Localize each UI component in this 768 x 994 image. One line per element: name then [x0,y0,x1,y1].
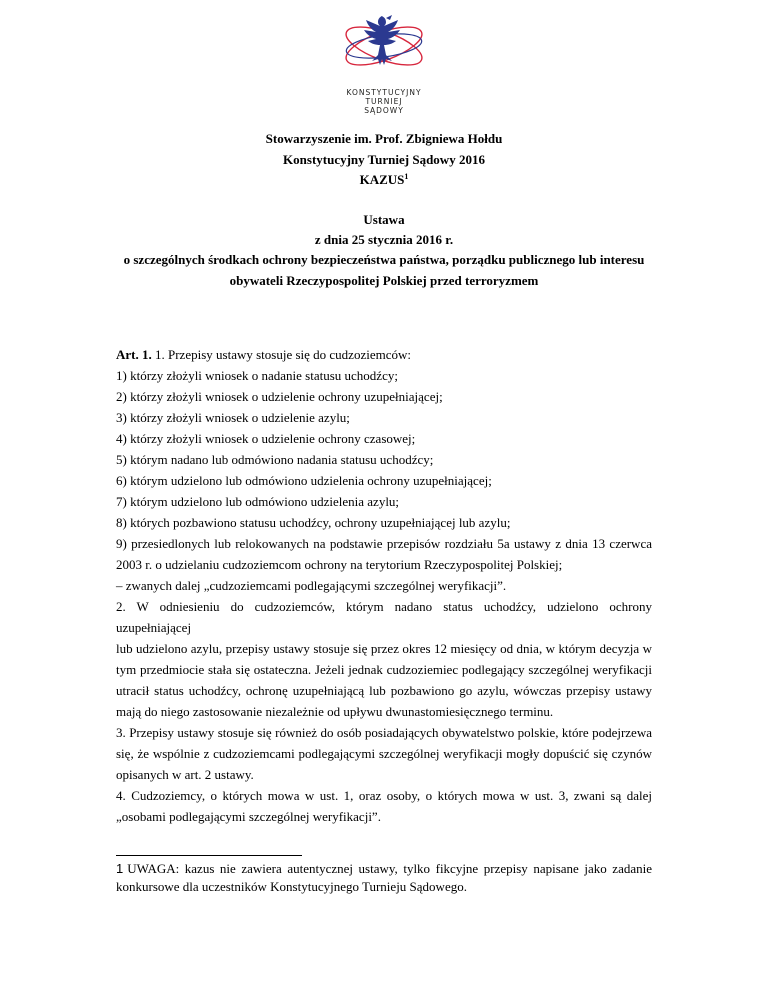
paragraph-4-line: „osobami podlegającymi szczególnej weryfikacji”. [116,809,381,824]
article-label: Art. 1. [116,347,152,362]
list-item: 5) którym nadano lub odmówiono nadania statusu uchodźcy; [116,452,434,467]
list-item: 1) którzy złożyli wniosek o nadanie statusu uchodźcy; [116,368,398,383]
footnote [116,860,652,896]
act-title-line-2: obywateli Rzeczypospolitej Polskiej przed terroryzmem [229,273,539,288]
footnote-text-line-1: UWAGA: kazus nie zawiera autentycznej ustawy, tylko fikcyjne przepisy napisane jako zadanie [127,861,652,876]
logo-caption: KONSTYTUCYJNY TURNIEJ SĄDOWY [346,88,422,115]
footnote-text-line-2: konkursowe dla uczestników Konstytucyjnego Turnieju Sądowego. [116,879,467,894]
tournament-logo [338,8,430,118]
paragraph-2-line: 2. W odniesieniu do cudzoziemców, którym nadano status uchodźcy, udzielono ochrony uzupełniającej [116,599,652,635]
list-item: 9) przesiedlonych lub relokowanych na podstawie przepisów rozdziału 5a ustawy z dnia 13 czerwca [116,536,652,551]
organization-name: Stowarzyszenie im. Prof. Zbigniewa Hołdu [265,131,503,146]
list-item: 4) którzy złożyli wniosek o udzielenie ochrony czasowej; [116,431,416,446]
paragraph-3-line: opisanych w art. 2 ustawy. [116,767,254,782]
article-body [116,344,652,827]
act-type: Ustawa [363,212,405,227]
footnote-separator [116,855,302,856]
footnote-reference[interactable]: 1 [404,172,409,181]
event-name: Konstytucyjny Turniej Sądowy 2016 [283,152,485,167]
eagle-emblem-icon [338,8,430,86]
paragraph-2-line: lub udzielono azylu, przepisy ustawy stosuje się przez okres 12 miesięcy od dnia, w którym decyzja w [116,641,652,656]
act-title-line-1: o szczególnych środkach ochrony bezpieczeństwa państwa, porządku publicznego lub interesu [123,252,645,267]
paragraph-2-line: tym przedmiocie stała się ostateczna. Jeżeli jednak cudzoziemiec podlegający szczególnej weryfikacji [116,662,652,677]
list-item: 7) którym udzielono lub odmówiono udzielenia azylu; [116,494,400,509]
list-item: 2) którzy złożyli wniosek o udzielenie ochrony uzupełniającej; [116,389,443,404]
paragraph-3-line: 3. Przepisy ustawy stosuje się również do osób posiadających obywatelstwo polskie, które podejrzewa [116,725,652,740]
list-item: 3) którzy złożyli wniosek o udzielenie azylu; [116,410,350,425]
paragraph-4-line: 4. Cudzoziemcy, o których mowa w ust. 1, oraz osoby, o których mowa w ust. 3, zwani są dalej [116,788,652,803]
article-intro: Art. 1. 1. Przepisy ustawy stosuje się do cudzoziemców: [116,347,411,362]
act-date: z dnia 25 stycznia 2016 r. [314,232,454,247]
footnote-number: 1 [116,861,124,876]
kazus-heading: KAZUS$^1$ [359,172,409,187]
paragraph-3-line: się, że wspólnie z cudzoziemcami podlegającymi szczególnej weryfikacji mogły dopuścić się czynów [116,746,652,761]
list-item: 8) których pozbawiono statusu uchodźcy, ochrony uzupełniającej lub azylu; [116,515,511,530]
paragraph-2-line: utracił status uchodźcy, ochronę uzupełniającą lub pozbawiono go azylu, wówczas przepisy ustawy [116,683,652,698]
definition-line: – zwanych dalej „cudzoziemcami podlegającymi szczególnej weryfikacji”. [116,578,507,593]
list-item-continuation: 2003 r. o udzielaniu cudzoziemcom ochrony na terytorium Rzeczypospolitej Polskiej; [116,557,563,572]
paragraph-2-line: mają do niego zastosowanie niezależnie od upływu dwunastomiesięcznego terminu. [116,704,554,719]
list-item: 6) którym udzielono lub odmówiono udzielenia ochrony uzupełniającej; [116,473,492,488]
